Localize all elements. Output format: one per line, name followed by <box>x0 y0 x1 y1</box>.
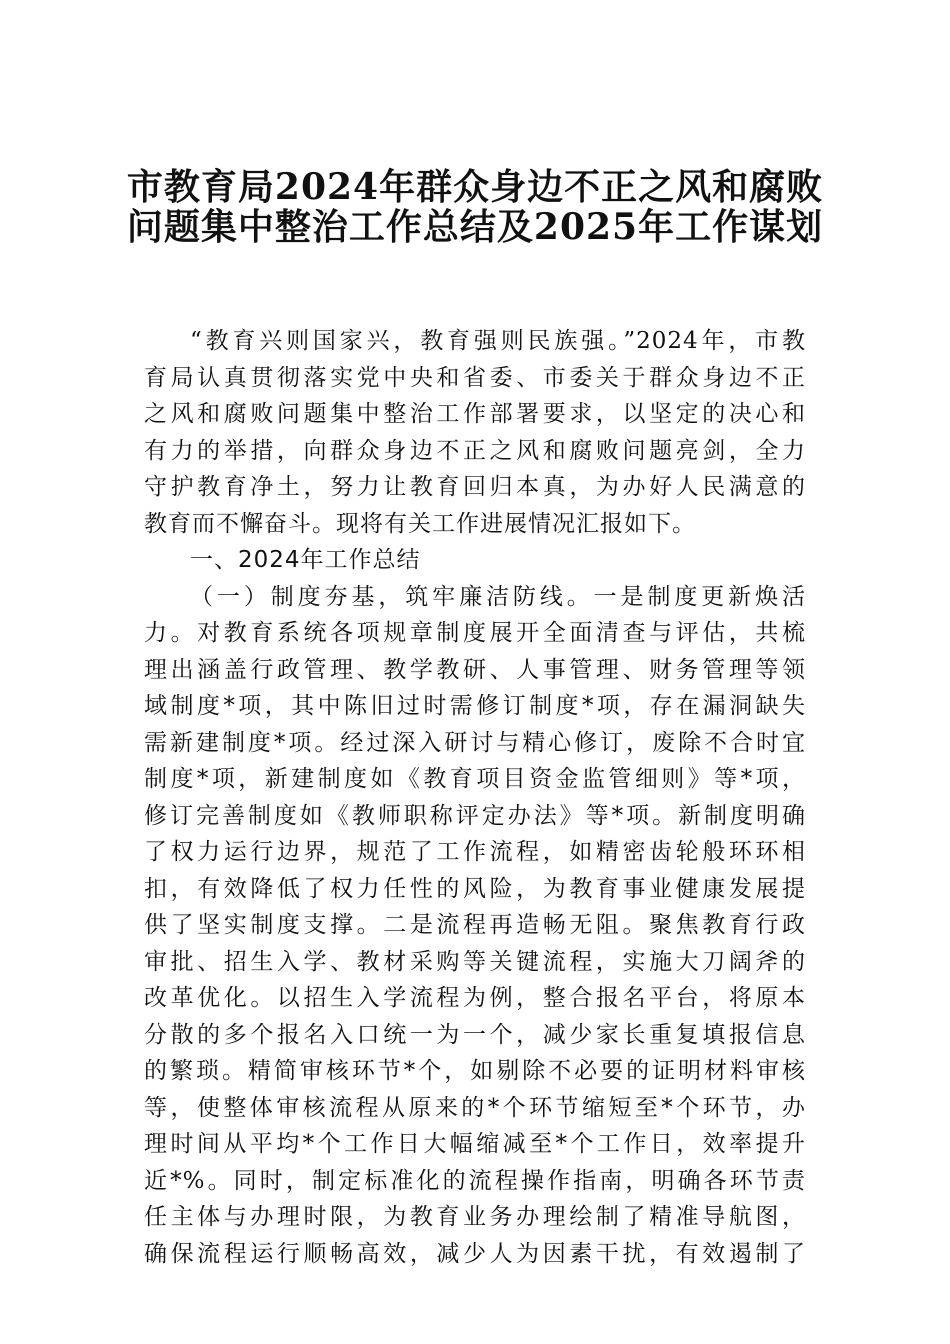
section-line: 域制度*项，其中陈旧过时需修订制度*项，存在漏洞缺失 <box>144 693 806 719</box>
section-line: 扣，有效降低了权力任性的风险，为教育事业健康发展提 <box>144 875 806 902</box>
section-line: 确保流程运行顺畅高效，减少人为因素干扰，有效遏制了 <box>144 1240 806 1267</box>
section-line: 理时间从平均*个工作日大幅缩减至*个工作日，效率提升 <box>144 1131 806 1157</box>
section-line: 改革优化。以招生入学流程为例，整合报名平台，将原本 <box>144 985 806 1011</box>
section-line: 力。对教育系统各项规章制度展开全面清查与评估，共梳 <box>144 620 806 646</box>
intro-line: 守护教育净土，努力让教育回归本真，为办好人民满意的 <box>144 474 806 500</box>
document-body <box>144 323 806 1272</box>
intro-line: 育局认真贯彻落实党中央和省委、市委关于群众身边不正 <box>144 364 806 391</box>
document-title-line-1: 市教育局2024年群众身边不正之风和腐败 <box>126 166 824 208</box>
section-line: 分散的多个报名入口统一为一个，减少家长重复填报信息 <box>144 1021 806 1048</box>
intro-line: 之风和腐败问题集中整治工作部署要求，以坚定的决心和 <box>144 401 806 427</box>
section-line: 需新建制度*项。经过深入研讨与精心修订，废除不合时宜 <box>144 729 806 756</box>
intro-line: “教育兴则国家兴，教育强则民族强。”2024年，市教 <box>190 328 806 354</box>
intro-line: 有力的举措，向群众身边不正之风和腐败问题亮剑，全力 <box>144 437 806 464</box>
section-line: 了权力运行边界，规范了工作流程，如精密齿轮般环环相 <box>144 839 806 865</box>
section-line: 制度*项，新建制度如《教育项目资金监管细则》等*项， <box>144 766 807 792</box>
section-line: 修订完善制度如《教师职称评定办法》等*项。新制度明确 <box>144 802 806 829</box>
intro-line: 教育而不懈奋斗。现将有关工作进展情况汇报如下。 <box>144 510 696 537</box>
section-line: 理出涵盖行政管理、教学教研、人事管理、财务管理等领 <box>144 656 806 683</box>
section-line: 供了坚实制度支撑。二是流程再造畅无阻。聚焦教育行政 <box>144 912 806 938</box>
section-heading: 一、2024年工作总结 <box>190 547 421 573</box>
section-line: （一）制度夯基，筑牢廉洁防线。一是制度更新焕活 <box>190 583 806 610</box>
section-line: 等，使整体审核流程从原来的*个环节缩短至*个环节，办 <box>144 1094 806 1121</box>
section-line: 近*%。同时，制定标准化的流程操作指南，明确各环节责 <box>144 1167 806 1194</box>
section-line: 审批、招生入学、教材采购等关键流程，实施大刀阔斧的 <box>144 948 806 975</box>
section-line: 任主体与办理时限，为教育业务办理绘制了精准导航图， <box>144 1204 806 1230</box>
document-title-line-2: 问题集中整治工作总结及2025年工作谋划 <box>126 206 824 248</box>
section-line: 的繁琐。精简审核环节*个，如剔除不必要的证明材料审核 <box>144 1058 806 1084</box>
